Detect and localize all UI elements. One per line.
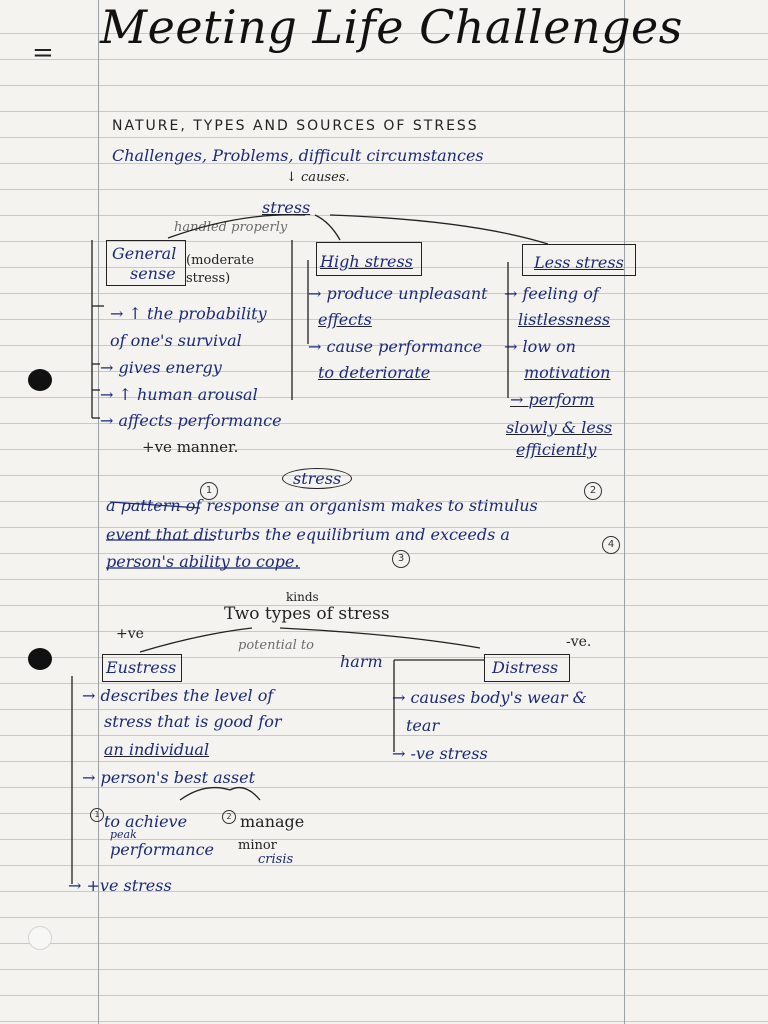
eustress-point: an individual <box>104 740 210 759</box>
eustress-sub1b: peak <box>110 828 137 841</box>
circled-number: 4 <box>602 536 620 554</box>
two-types-heading: Two types of stress <box>224 604 390 624</box>
eustress-sub2b: minor <box>238 838 277 853</box>
circled-number: 1 <box>200 482 218 500</box>
circled-number: 2 <box>222 810 236 824</box>
eustress-sub1c: performance <box>110 840 215 859</box>
general-point: of one's survival <box>110 331 242 350</box>
less-point: listlessness <box>518 310 611 329</box>
handled-properly-note: handled properly <box>174 220 288 235</box>
less-point: → perform <box>510 390 595 409</box>
less-point: slowly & less <box>506 418 613 437</box>
less-point: efficiently <box>516 440 597 459</box>
distress-point: → -ve stress <box>392 744 488 763</box>
general-point: → gives energy <box>100 358 222 377</box>
eustress-sub2c: crisis <box>258 852 294 867</box>
positive-manner-note: +ve manner. <box>142 438 239 456</box>
distress-point: tear <box>406 716 440 735</box>
kinds-note: kinds <box>286 590 319 604</box>
margin-mark: = <box>32 38 54 68</box>
eustress-label: Eustress <box>106 658 177 677</box>
high-point: to deteriorate <box>318 363 431 382</box>
general-point: → ↑ human arousal <box>100 385 258 404</box>
circled-number: 1 <box>90 808 104 822</box>
definition-line: a pattern of response an organism makes to stimulus <box>106 496 538 515</box>
general-label-1: General <box>112 244 177 263</box>
eustress-sub1: to achieve <box>104 812 188 831</box>
high-point: → cause performance <box>308 337 483 356</box>
positive-sign: +ve <box>116 626 144 642</box>
eustress-sub2: manage <box>240 812 305 831</box>
circled-number: 2 <box>584 482 602 500</box>
eustress-point: → person's best asset <box>82 768 255 787</box>
general-point: → affects performance <box>100 411 282 430</box>
eustress-point: → describes the level of <box>82 686 274 705</box>
high-stress-label: High stress <box>320 252 413 271</box>
distress-label: Distress <box>492 658 559 677</box>
negative-sign: -ve. <box>566 634 592 650</box>
less-stress-label: Less stress <box>534 253 624 272</box>
general-label-2: sense <box>130 264 176 283</box>
eustress-point: stress that is good for <box>104 712 282 731</box>
less-point: → low on <box>504 337 576 356</box>
definition-line: event that disturbs the equilibrium and exceeds a <box>106 525 510 544</box>
distress-point: → causes body's wear & <box>392 688 587 707</box>
definition-line: person's ability to cope. <box>106 552 300 571</box>
section-heading: NATURE, TYPES AND SOURCES OF STRESS <box>112 118 479 134</box>
challenges-line: Challenges, Problems, difficult circumstances <box>112 146 484 165</box>
stress-top-label: stress <box>262 198 311 217</box>
less-point: → feeling of <box>504 284 599 303</box>
potential-to-note: potential to <box>238 638 314 653</box>
general-point: → ↑ the probability <box>110 304 267 323</box>
high-point: → produce unpleasant <box>308 284 488 303</box>
eustress-last: → +ve stress <box>68 876 172 895</box>
harm-label: harm <box>340 652 383 671</box>
circled-number: 3 <box>392 550 410 568</box>
moderate-stress-note: (moderate stress) <box>186 253 255 286</box>
causes-arrow-text: ↓ causes. <box>286 170 350 185</box>
high-point: effects <box>318 310 372 329</box>
less-point: motivation <box>524 363 611 382</box>
stress-definition-word: stress <box>282 468 352 489</box>
page-title: Meeting Life Challenges <box>100 0 683 54</box>
